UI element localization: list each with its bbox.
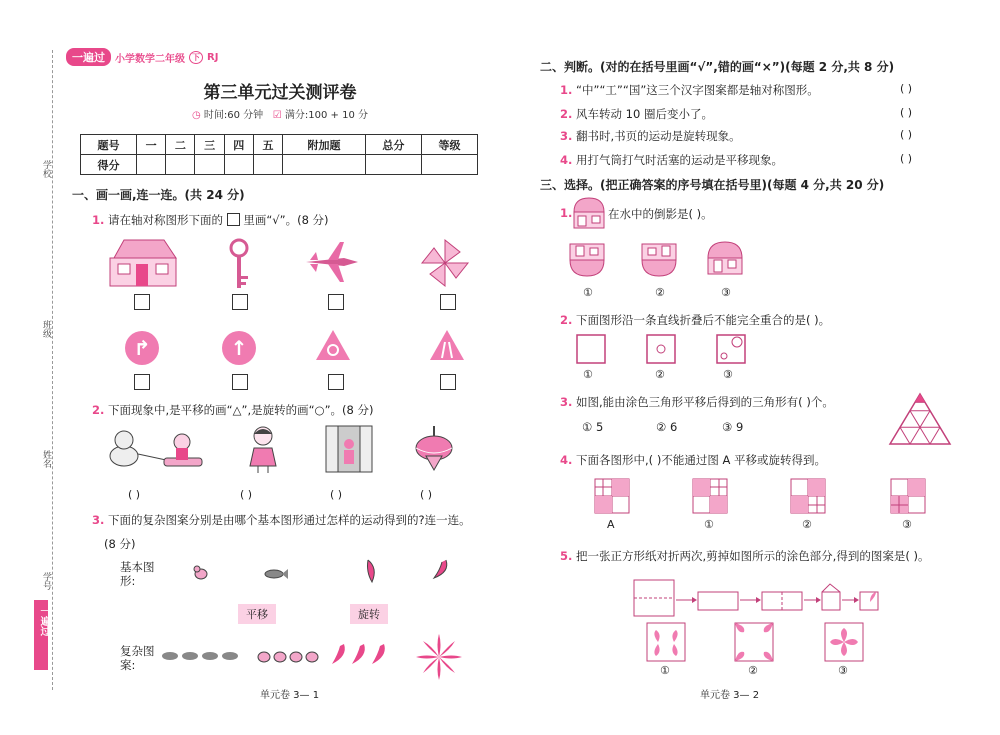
- binding-line: [52, 50, 53, 690]
- rotate-option-2-icon[interactable]: [790, 478, 826, 514]
- key-icon: [224, 238, 254, 290]
- s2-item-text: “中”“工”“国”这三个汉字图案都是轴对称图形。: [576, 83, 819, 97]
- brand-subtitle: 小学数学二年级: [115, 53, 185, 65]
- judge-paren[interactable]: ( ): [900, 106, 913, 119]
- side-id-label: 学号: [41, 572, 51, 590]
- score-cell[interactable]: [421, 155, 477, 175]
- s3-q4: [560, 452, 826, 468]
- s3-q2-n: 2.: [560, 313, 573, 327]
- score-header: 四: [224, 135, 253, 155]
- option-label: ②: [655, 368, 665, 381]
- s3-q1-text: 在水中的倒影是( )。: [608, 207, 713, 221]
- section1-title: 一、画一画,连一连。(共 24 分): [72, 188, 245, 202]
- side-school-label: 学校: [41, 160, 51, 178]
- score-cell[interactable]: [365, 155, 421, 175]
- option-label: ②: [748, 664, 758, 677]
- s3-q1-number: [560, 206, 572, 220]
- score-header: 二: [166, 135, 195, 155]
- check-icon: ☑: [272, 110, 282, 121]
- s3-q5-n: 5.: [560, 549, 573, 563]
- score-cell[interactable]: [253, 155, 282, 175]
- answer-paren[interactable]: ( ): [330, 488, 343, 501]
- brand-edition: RJ: [207, 51, 219, 63]
- translation-option[interactable]: 平移: [238, 604, 276, 624]
- s1-q1: [92, 212, 329, 228]
- roundabout-sign-icon: [314, 328, 352, 362]
- section3-title: 三、选择。(把正确答案的序号填在括号里)(每题 4 分,共 20 分): [540, 178, 885, 192]
- judge-paren[interactable]: ( ): [900, 82, 913, 95]
- score-header: 三: [195, 135, 224, 155]
- s3-q3-n: 3.: [560, 395, 573, 409]
- option-label: ③: [723, 368, 733, 381]
- rotate-option-3-icon[interactable]: [890, 478, 926, 514]
- s3-q5: [560, 548, 929, 564]
- box-icon: [227, 213, 240, 226]
- time-info: 时间:60 分钟: [203, 110, 264, 121]
- answer-checkbox[interactable]: [440, 374, 456, 390]
- figure-a-icon: [594, 478, 630, 514]
- score-cell[interactable]: [283, 155, 366, 175]
- answer-checkbox[interactable]: [440, 294, 456, 310]
- basic-shape-label: 基本图形:: [120, 560, 155, 588]
- score-header: 一: [137, 135, 166, 155]
- brand-grade-mark: 下: [189, 51, 203, 64]
- s2-item-number: 4.: [560, 153, 573, 167]
- s2-item-number: 2.: [560, 107, 573, 121]
- brand-logo: 一遍过: [66, 48, 111, 66]
- side-class-label: 班级: [41, 320, 51, 338]
- s2-item-text: 用打气筒打气时活塞的运动是平移现象。: [576, 153, 784, 167]
- score-header: 等级: [421, 135, 477, 155]
- jet-plane-icon: [304, 240, 360, 284]
- s2-item: [560, 152, 783, 168]
- s3-q1-n: 1.: [560, 206, 573, 220]
- s3-q4-text: 下面各图形中,( )不能通过图 A 平移或旋转得到。: [576, 453, 826, 467]
- s3-q5-text: 把一张正方形纸对折两次,剪掉如图所示的涂色部分,得到的图案是( )。: [576, 549, 930, 563]
- answer-paren[interactable]: ( ): [128, 488, 141, 501]
- answer-checkbox[interactable]: [232, 374, 248, 390]
- pepper-rotation-pattern-icon[interactable]: [414, 632, 464, 682]
- s1-q2-number: 2.: [92, 403, 105, 417]
- s2-item: [560, 106, 713, 122]
- score-table-header-row: [81, 135, 478, 155]
- square-option-icon[interactable]: [576, 334, 606, 364]
- option-label: ③: [838, 664, 848, 677]
- side-brand-text: 一遍过: [38, 606, 49, 636]
- pepper-icon[interactable]: [364, 558, 378, 584]
- narrow-road-sign-icon: [428, 328, 466, 362]
- s2-item-number: 3.: [560, 129, 573, 143]
- rotate-option-1-icon[interactable]: [692, 478, 728, 514]
- s1-q1-number: 1.: [92, 213, 105, 227]
- s1-q2-text: 下面现象中,是平移的画“△”,是旋转的画“○”。(8 分): [108, 403, 374, 417]
- s3-q3-option[interactable]: ② 6: [656, 420, 678, 434]
- score-cell[interactable]: [166, 155, 195, 175]
- s1-q3-text: 下面的复杂图案分别是由哪个基本图形通过怎样的运动得到的?连一连。: [108, 513, 471, 527]
- figure-a-label: A: [607, 518, 615, 531]
- score-header: 附加题: [283, 135, 366, 155]
- reflection-option-1-icon[interactable]: [568, 242, 608, 278]
- chili-icon[interactable]: [430, 558, 450, 580]
- house-icon: [104, 238, 180, 288]
- fish-row-pattern-icon[interactable]: [160, 650, 244, 662]
- fish-icon[interactable]: [264, 568, 288, 580]
- spinning-top-icon: [414, 424, 454, 474]
- s2-item-text: 翻书时,书页的运动是旋转现象。: [576, 129, 741, 143]
- score-table: [80, 134, 478, 175]
- score-table-row: [81, 155, 478, 175]
- reflection-option-2-icon[interactable]: [640, 242, 680, 278]
- option-label: ①: [583, 286, 593, 299]
- s2-item-text: 风车转动 10 圈后变小了。: [576, 107, 713, 121]
- s1-q1-text-b: 里画“√”。(8 分): [243, 213, 329, 227]
- option-label: ③: [902, 518, 912, 531]
- girl-icon: [246, 424, 280, 474]
- option-label: ③: [721, 286, 731, 299]
- s1-q3-number: 3.: [92, 513, 105, 527]
- elevator-icon: [324, 424, 374, 474]
- option-label: ②: [802, 518, 812, 531]
- s3-q3-option[interactable]: ① 5: [582, 420, 604, 434]
- option-label: ①: [583, 368, 593, 381]
- reflection-option-3-icon[interactable]: [706, 240, 746, 276]
- footer-left: 单元卷 3— 1: [260, 690, 320, 701]
- chick-icon[interactable]: [192, 564, 208, 580]
- s3-q3-text: 如图,能由涂色三角形平移后得到的三角形有( )个。: [576, 395, 834, 409]
- triangle-grid-icon: [888, 392, 952, 446]
- score-header: 总分: [365, 135, 421, 155]
- cut-result-option-1-icon[interactable]: [646, 622, 686, 662]
- s3-q2-text: 下面图形沿一条直线折叠后不能完全重合的是( )。: [576, 313, 831, 327]
- option-label: ①: [704, 518, 714, 531]
- s2-item: [560, 128, 741, 144]
- clock-icon: ◷: [191, 110, 201, 121]
- paper-folding-steps-icon: [630, 578, 890, 618]
- square-center-circle-option-icon[interactable]: [646, 334, 676, 364]
- footer-right: 单元卷 3— 2: [700, 690, 760, 701]
- score-info: 满分:100 + 10 分: [284, 110, 368, 121]
- exam-info: [80, 106, 480, 121]
- chili-row-pattern-icon[interactable]: [330, 640, 396, 668]
- straight-arrow-sign-icon: ↑: [222, 331, 256, 365]
- score-header: 五: [253, 135, 282, 155]
- side-name-label: 姓名: [41, 450, 51, 468]
- brand-header: [66, 48, 218, 66]
- answer-paren[interactable]: ( ): [420, 488, 433, 501]
- score-cell[interactable]: [224, 155, 253, 175]
- s1-q1-text-a: 请在轴对称图形下面的: [108, 213, 224, 227]
- judge-paren[interactable]: ( ): [900, 128, 913, 141]
- answer-checkbox[interactable]: [134, 294, 150, 310]
- page-title: 第三单元过关测评卷: [203, 83, 357, 103]
- house-shape-icon: [572, 196, 606, 230]
- square-two-circles-option-icon[interactable]: [716, 334, 746, 364]
- s1-q3-points: (8 分): [104, 537, 136, 551]
- s1-q2: [92, 402, 374, 418]
- answer-checkbox[interactable]: [328, 294, 344, 310]
- cat-pulling-sled-icon: [104, 424, 206, 474]
- answer-checkbox[interactable]: [328, 374, 344, 390]
- answer-checkbox[interactable]: [134, 374, 150, 390]
- s3-q2: [560, 312, 830, 328]
- section2-title: 二、判断。(对的在括号里画“√”,错的画“×”)(每题 2 分,共 8 分): [540, 60, 895, 74]
- score-header: 题号: [81, 135, 137, 155]
- judge-paren[interactable]: ( ): [900, 152, 913, 165]
- s3-q4-n: 4.: [560, 453, 573, 467]
- score-row-label: 得分: [81, 155, 137, 175]
- s2-item: [560, 82, 819, 98]
- complex-pattern-label: 复杂图案:: [120, 644, 155, 672]
- score-cell[interactable]: [195, 155, 224, 175]
- rotation-option[interactable]: 旋转: [350, 604, 388, 624]
- answer-paren[interactable]: ( ): [240, 488, 253, 501]
- chick-row-pattern-icon[interactable]: [256, 646, 320, 664]
- answer-checkbox[interactable]: [232, 294, 248, 310]
- cut-result-option-3-icon[interactable]: [824, 622, 864, 662]
- score-cell[interactable]: [137, 155, 166, 175]
- turn-arrow-sign-icon: ↱: [125, 331, 159, 365]
- option-label: ①: [660, 664, 670, 677]
- s2-item-number: 1.: [560, 83, 573, 97]
- option-label: ②: [655, 286, 665, 299]
- s3-q3-option[interactable]: ③ 9: [722, 420, 744, 434]
- pinwheel-icon: [420, 238, 470, 288]
- s3-q3: [560, 394, 834, 410]
- s1-q3: [92, 512, 471, 528]
- cut-result-option-2-icon[interactable]: [734, 622, 774, 662]
